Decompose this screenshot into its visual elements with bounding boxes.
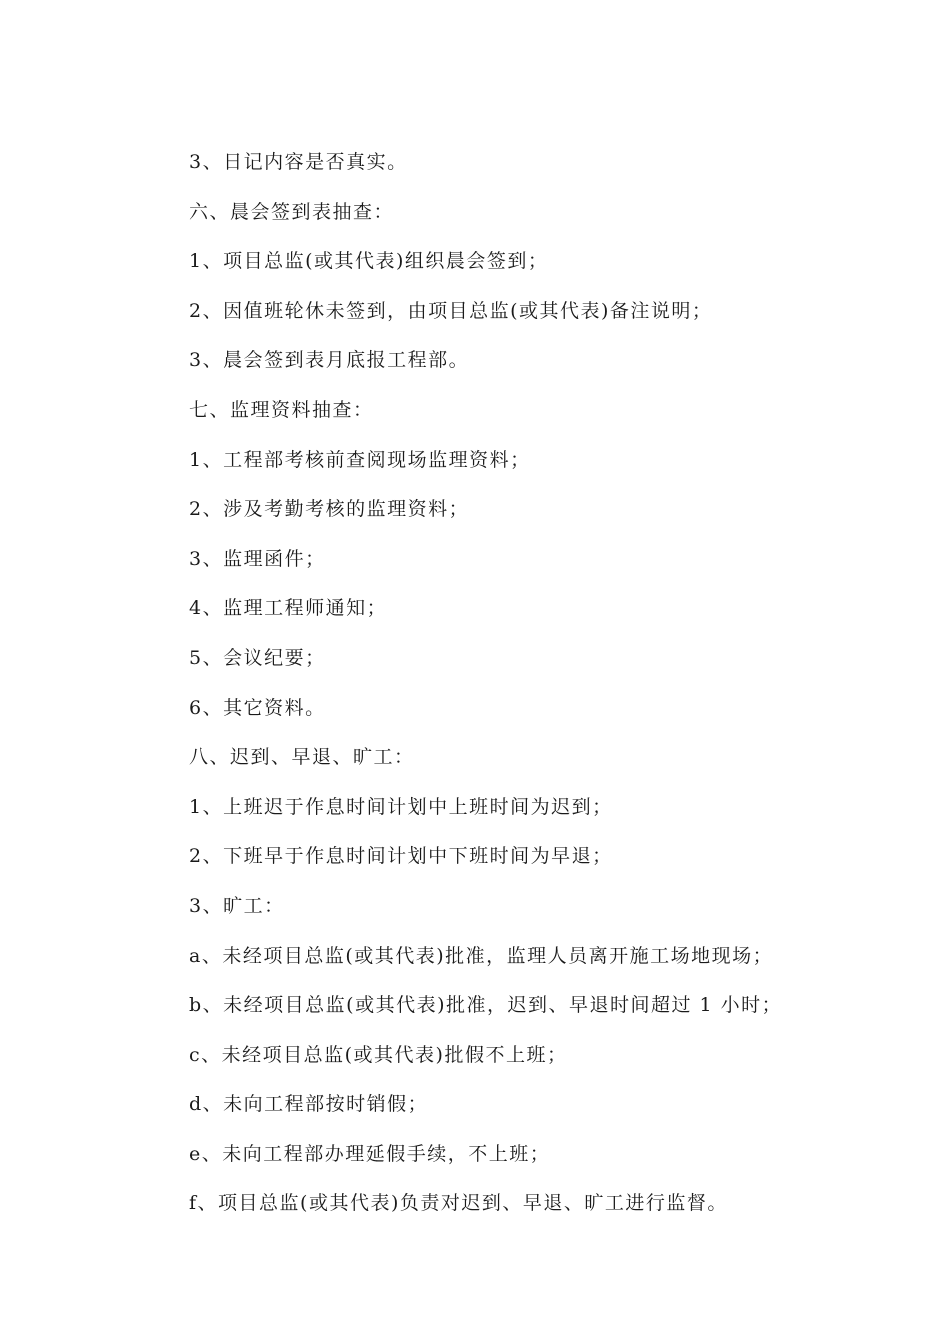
item-absence-f: f、项目总监(或其代表)负责对迟到、早退、旷工进行监督。 [189,1192,728,1215]
item-review-site-documents: 1、工程部考核前查阅现场监理资料； [189,448,531,471]
item-meeting-minutes: 5、会议纪要； [189,646,326,669]
item-absence-a: a、未经项目总监(或其代表)批准，监理人员离开施工场地现场； [189,944,774,967]
item-absence-heading: 3、旷工： [189,894,285,917]
section-heading-late-absence: 八、迟到、早退、旷工： [189,746,415,769]
item-monthly-report: 3、晨会签到表月底报工程部。 [189,349,470,372]
item-other-documents: 6、其它资料。 [189,696,326,719]
section-heading-morning-meeting: 六、晨会签到表抽查： [189,200,395,223]
item-duty-rest-note: 2、因值班轮休未签到，由项目总监(或其代表)备注说明； [189,299,713,322]
item-director-organizes-signin: 1、项目总监(或其代表)组织晨会签到； [189,250,549,273]
item-engineer-notices: 4、监理工程师通知； [189,597,388,620]
document-body [189,144,869,1235]
item-attendance-documents: 2、涉及考勤考核的监理资料； [189,498,470,521]
item-supervision-letters: 3、监理函件； [189,547,326,570]
item-late-definition: 1、上班迟于作息时间计划中上班时间为迟到； [189,795,613,818]
item-diary-authenticity: 3、日记内容是否真实。 [189,151,408,173]
item-absence-e: e、未向工程部办理延假手续，不上班； [189,1142,551,1165]
section-heading-supervision-documents: 七、监理资料抽查： [189,398,374,421]
item-early-leave-definition: 2、下班早于作息时间计划中下班时间为早退； [189,845,613,868]
item-absence-b: b、未经项目总监(或其代表)批准，迟到、早退时间超过 1 小时； [189,994,783,1017]
item-absence-c: c、未经项目总监(或其代表)批假不上班； [189,1043,568,1066]
item-absence-d: d、未向工程部按时销假； [189,1093,429,1116]
